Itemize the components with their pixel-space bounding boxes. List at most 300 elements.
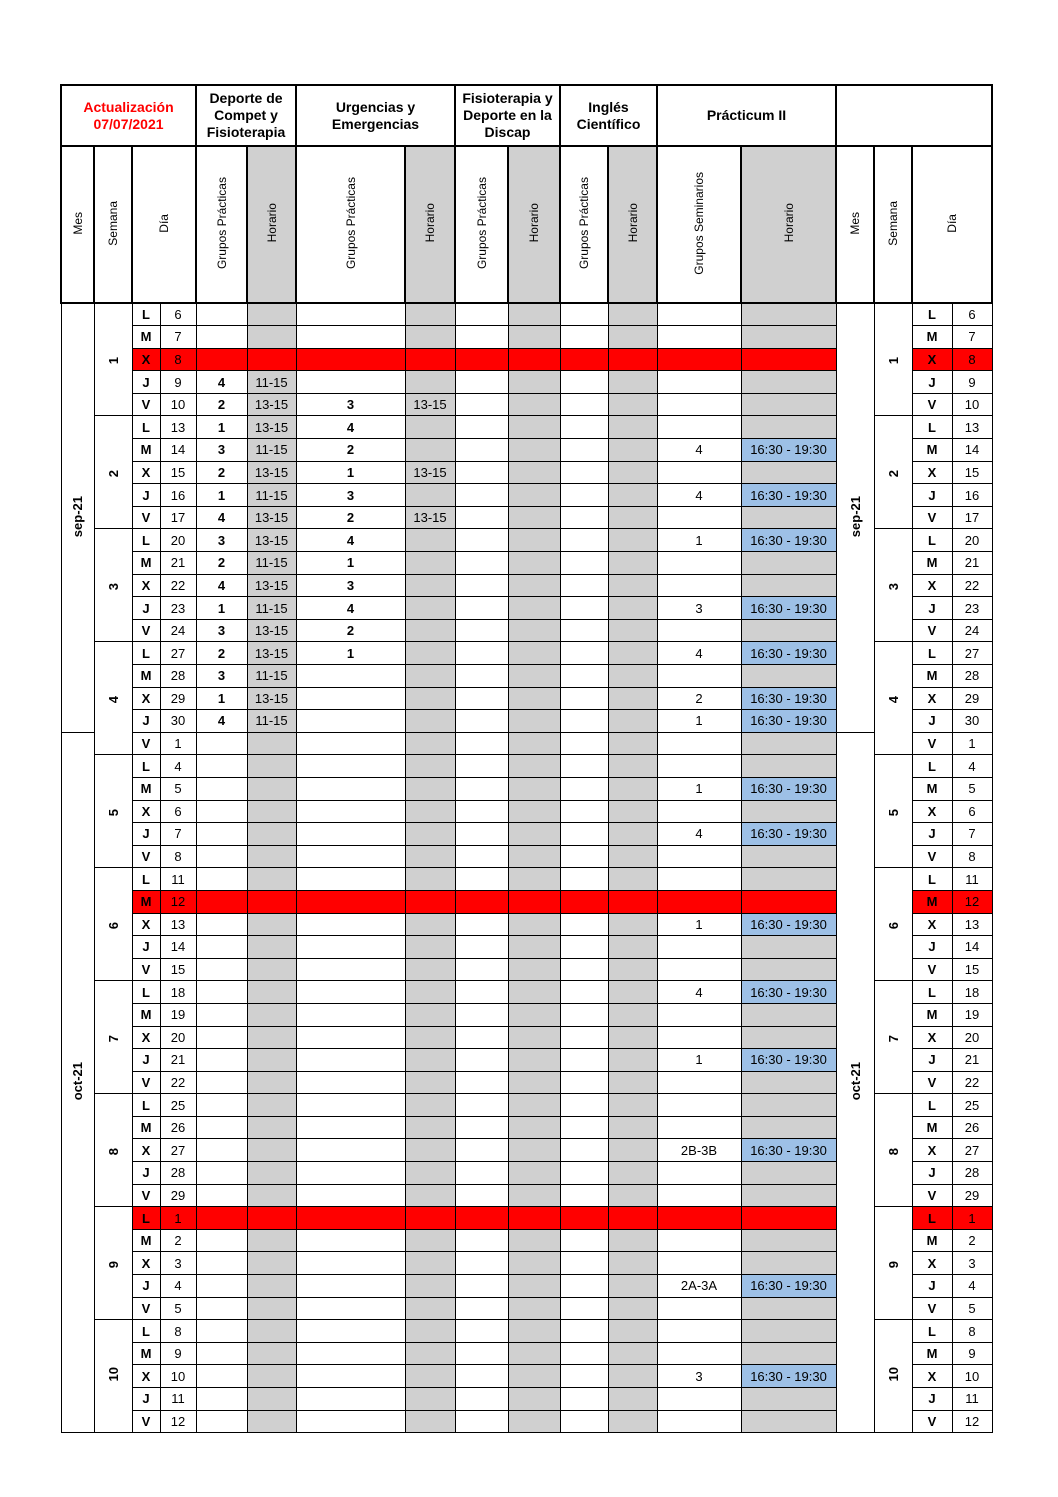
week-cell: 9 bbox=[94, 1207, 132, 1320]
day-number-right: 27 bbox=[952, 642, 992, 665]
urg-group bbox=[296, 845, 405, 868]
disc-time bbox=[508, 1116, 560, 1139]
urg-group bbox=[296, 1162, 405, 1185]
urg-time bbox=[405, 800, 455, 823]
urg-group bbox=[296, 1071, 405, 1094]
disc-time bbox=[508, 326, 560, 349]
urg-group: 4 bbox=[296, 416, 405, 439]
day-letter-right: J bbox=[912, 1388, 952, 1411]
ing-time bbox=[608, 484, 657, 507]
disc-group bbox=[455, 303, 508, 326]
pr-group bbox=[657, 1026, 741, 1049]
disc-time bbox=[508, 1410, 560, 1433]
pr-time bbox=[741, 371, 836, 394]
day-letter-right: J bbox=[912, 936, 952, 959]
day-number-right: 9 bbox=[952, 371, 992, 394]
day-letter: L bbox=[132, 755, 160, 778]
day-letter-right: L bbox=[912, 416, 952, 439]
day-number-right: 14 bbox=[952, 439, 992, 462]
urg-time bbox=[405, 371, 455, 394]
dep-group bbox=[196, 1342, 247, 1365]
day-number-right: 11 bbox=[952, 868, 992, 891]
dep-time bbox=[247, 1162, 296, 1185]
pr-time bbox=[741, 868, 836, 891]
dep-time: 13-15 bbox=[247, 642, 296, 665]
day-number-right: 16 bbox=[952, 484, 992, 507]
day-number: 3 bbox=[160, 1252, 196, 1275]
pr-time bbox=[741, 348, 836, 371]
day-letter: M bbox=[132, 890, 160, 913]
pr-time bbox=[741, 1026, 836, 1049]
ing-group bbox=[560, 845, 608, 868]
urg-time bbox=[405, 1252, 455, 1275]
day-number-right: 13 bbox=[952, 416, 992, 439]
disc-group bbox=[455, 348, 508, 371]
pr-group bbox=[657, 1410, 741, 1433]
dep-group: 4 bbox=[196, 371, 247, 394]
day-number-right: 1 bbox=[952, 1207, 992, 1230]
pr-group bbox=[657, 1071, 741, 1094]
pr-time: 16:30 - 19:30 bbox=[741, 777, 836, 800]
subject-empty bbox=[836, 85, 992, 146]
day-number: 25 bbox=[160, 1094, 196, 1117]
day-number-right: 15 bbox=[952, 958, 992, 981]
ing-group bbox=[560, 574, 608, 597]
day-letter-right: X bbox=[912, 461, 952, 484]
day-letter: V bbox=[132, 1297, 160, 1320]
day-letter: L bbox=[132, 303, 160, 326]
pr-time: 16:30 - 19:30 bbox=[741, 597, 836, 620]
disc-group bbox=[455, 1388, 508, 1411]
disc-group bbox=[455, 1342, 508, 1365]
day-letter-right: V bbox=[912, 845, 952, 868]
day-letter-right: X bbox=[912, 687, 952, 710]
ing-group bbox=[560, 823, 608, 846]
dep-time bbox=[247, 958, 296, 981]
dep-group bbox=[196, 303, 247, 326]
ing-time bbox=[608, 958, 657, 981]
disc-group bbox=[455, 1116, 508, 1139]
day-letter-right: V bbox=[912, 1071, 952, 1094]
dep-group bbox=[196, 1297, 247, 1320]
urg-group bbox=[296, 823, 405, 846]
week-cell-right: 4 bbox=[874, 642, 912, 755]
day-letter-right: M bbox=[912, 890, 952, 913]
disc-group bbox=[455, 868, 508, 891]
day-letter-right: J bbox=[912, 371, 952, 394]
ing-time bbox=[608, 1365, 657, 1388]
disc-time bbox=[508, 574, 560, 597]
disc-group bbox=[455, 710, 508, 733]
day-number-right: 26 bbox=[952, 1116, 992, 1139]
ing-time bbox=[608, 1388, 657, 1411]
urg-time bbox=[405, 777, 455, 800]
ing-group bbox=[560, 371, 608, 394]
dep-group bbox=[196, 913, 247, 936]
day-letter: X bbox=[132, 1252, 160, 1275]
pr-time bbox=[741, 393, 836, 416]
ing-group bbox=[560, 484, 608, 507]
urg-time bbox=[405, 665, 455, 688]
urg-time bbox=[405, 348, 455, 371]
day-number-right: 6 bbox=[952, 800, 992, 823]
day-number: 29 bbox=[160, 1184, 196, 1207]
dep-time bbox=[247, 936, 296, 959]
disc-group bbox=[455, 1207, 508, 1230]
ing-group bbox=[560, 1297, 608, 1320]
dep-time bbox=[247, 981, 296, 1004]
day-letter-right: J bbox=[912, 597, 952, 620]
day-number: 15 bbox=[160, 958, 196, 981]
ing-group bbox=[560, 552, 608, 575]
urg-time bbox=[405, 439, 455, 462]
ing-group bbox=[560, 1162, 608, 1185]
pr-group bbox=[657, 1252, 741, 1275]
ing-time bbox=[608, 710, 657, 733]
pr-group bbox=[657, 868, 741, 891]
dep-group bbox=[196, 1003, 247, 1026]
day-number: 18 bbox=[160, 981, 196, 1004]
pr-group bbox=[657, 416, 741, 439]
disc-time bbox=[508, 1388, 560, 1411]
dep-time: 11-15 bbox=[247, 552, 296, 575]
urg-time bbox=[405, 1207, 455, 1230]
dep-group bbox=[196, 1252, 247, 1275]
day-number: 1 bbox=[160, 732, 196, 755]
day-number: 12 bbox=[160, 1410, 196, 1433]
ing-group bbox=[560, 777, 608, 800]
col-dia-right: Día bbox=[912, 146, 992, 303]
pr-group: 4 bbox=[657, 823, 741, 846]
dep-time: 11-15 bbox=[247, 484, 296, 507]
urg-time bbox=[405, 1388, 455, 1411]
disc-group bbox=[455, 552, 508, 575]
ing-time bbox=[608, 981, 657, 1004]
day-number-right: 8 bbox=[952, 1320, 992, 1343]
day-letter: L bbox=[132, 1207, 160, 1230]
day-letter: V bbox=[132, 1071, 160, 1094]
urg-time: 13-15 bbox=[405, 506, 455, 529]
day-letter-right: V bbox=[912, 1410, 952, 1433]
ing-time bbox=[608, 1207, 657, 1230]
ing-time bbox=[608, 913, 657, 936]
month-cell-right: oct-21 bbox=[836, 732, 874, 1432]
ing-time bbox=[608, 574, 657, 597]
disc-time bbox=[508, 439, 560, 462]
pr-group bbox=[657, 348, 741, 371]
pr-time bbox=[741, 1320, 836, 1343]
ing-time bbox=[608, 890, 657, 913]
day-letter: X bbox=[132, 913, 160, 936]
dep-group: 2 bbox=[196, 461, 247, 484]
ing-time bbox=[608, 823, 657, 846]
dep-time: 11-15 bbox=[247, 665, 296, 688]
dep-group: 4 bbox=[196, 574, 247, 597]
subject-urgencias: Urgencias y Emergencias bbox=[296, 85, 455, 146]
dep-time: 13-15 bbox=[247, 529, 296, 552]
dep-group bbox=[196, 1410, 247, 1433]
disc-time bbox=[508, 710, 560, 733]
disc-group bbox=[455, 1184, 508, 1207]
day-number-right: 22 bbox=[952, 574, 992, 597]
disc-time bbox=[508, 484, 560, 507]
dep-time bbox=[247, 1207, 296, 1230]
day-number: 13 bbox=[160, 416, 196, 439]
day-letter: J bbox=[132, 1049, 160, 1072]
day-letter: J bbox=[132, 710, 160, 733]
pr-group bbox=[657, 1320, 741, 1343]
disc-group bbox=[455, 823, 508, 846]
pr-group bbox=[657, 732, 741, 755]
pr-time bbox=[741, 506, 836, 529]
ing-group bbox=[560, 439, 608, 462]
disc-group bbox=[455, 800, 508, 823]
disc-time bbox=[508, 303, 560, 326]
ing-time bbox=[608, 1252, 657, 1275]
day-number: 20 bbox=[160, 1026, 196, 1049]
day-letter-right: M bbox=[912, 1116, 952, 1139]
urg-time bbox=[405, 1049, 455, 1072]
dep-time: 11-15 bbox=[247, 597, 296, 620]
disc-time bbox=[508, 1207, 560, 1230]
disc-time bbox=[508, 755, 560, 778]
disc-group bbox=[455, 1410, 508, 1433]
dep-time bbox=[247, 777, 296, 800]
pr-time bbox=[741, 1162, 836, 1185]
col-mes: Mes bbox=[61, 146, 94, 303]
dep-time bbox=[247, 1116, 296, 1139]
disc-time bbox=[508, 371, 560, 394]
dep-time bbox=[247, 1026, 296, 1049]
day-letter-right: M bbox=[912, 665, 952, 688]
pr-group: 3 bbox=[657, 1365, 741, 1388]
pr-group bbox=[657, 619, 741, 642]
pr-time: 16:30 - 19:30 bbox=[741, 913, 836, 936]
col-dep-horario: Horario bbox=[247, 146, 296, 303]
day-letter: X bbox=[132, 800, 160, 823]
day-number: 14 bbox=[160, 936, 196, 959]
dep-time bbox=[247, 1410, 296, 1433]
dep-group bbox=[196, 1094, 247, 1117]
pr-group: 1 bbox=[657, 710, 741, 733]
pr-group bbox=[657, 890, 741, 913]
disc-group bbox=[455, 845, 508, 868]
pr-time: 16:30 - 19:30 bbox=[741, 1139, 836, 1162]
day-number: 27 bbox=[160, 642, 196, 665]
disc-time bbox=[508, 552, 560, 575]
disc-time bbox=[508, 1049, 560, 1072]
ing-time bbox=[608, 936, 657, 959]
dep-time bbox=[247, 1139, 296, 1162]
pr-group bbox=[657, 845, 741, 868]
ing-time bbox=[608, 1297, 657, 1320]
urg-time bbox=[405, 326, 455, 349]
urg-group bbox=[296, 1229, 405, 1252]
dep-time bbox=[247, 1071, 296, 1094]
urg-group bbox=[296, 958, 405, 981]
pr-time: 16:30 - 19:30 bbox=[741, 1049, 836, 1072]
disc-group bbox=[455, 461, 508, 484]
day-letter-right: V bbox=[912, 958, 952, 981]
ing-group bbox=[560, 800, 608, 823]
dep-time bbox=[247, 1297, 296, 1320]
urg-time bbox=[405, 1275, 455, 1298]
disc-time bbox=[508, 777, 560, 800]
urg-group bbox=[296, 800, 405, 823]
ing-group bbox=[560, 416, 608, 439]
pr-time: 16:30 - 19:30 bbox=[741, 484, 836, 507]
urg-group bbox=[296, 1139, 405, 1162]
day-letter: M bbox=[132, 1229, 160, 1252]
day-number: 26 bbox=[160, 1116, 196, 1139]
day-number-right: 2 bbox=[952, 1229, 992, 1252]
urg-time bbox=[405, 1320, 455, 1343]
day-letter-right: M bbox=[912, 1003, 952, 1026]
ing-group bbox=[560, 1071, 608, 1094]
pr-time bbox=[741, 1003, 836, 1026]
day-number: 22 bbox=[160, 574, 196, 597]
day-number: 2 bbox=[160, 1229, 196, 1252]
pr-time bbox=[741, 1229, 836, 1252]
disc-group bbox=[455, 574, 508, 597]
day-number-right: 4 bbox=[952, 1275, 992, 1298]
week-cell-right: 5 bbox=[874, 755, 912, 868]
urg-time bbox=[405, 597, 455, 620]
dep-group bbox=[196, 1184, 247, 1207]
ing-group bbox=[560, 1320, 608, 1343]
ing-group bbox=[560, 303, 608, 326]
day-number: 28 bbox=[160, 665, 196, 688]
day-letter-right: M bbox=[912, 1229, 952, 1252]
urg-time bbox=[405, 981, 455, 1004]
day-letter-right: J bbox=[912, 710, 952, 733]
ing-time bbox=[608, 845, 657, 868]
urg-group bbox=[296, 1388, 405, 1411]
disc-time bbox=[508, 597, 560, 620]
pr-group bbox=[657, 461, 741, 484]
urg-time: 13-15 bbox=[405, 393, 455, 416]
ing-time bbox=[608, 1320, 657, 1343]
urg-time bbox=[405, 890, 455, 913]
ing-time bbox=[608, 1184, 657, 1207]
disc-group bbox=[455, 1365, 508, 1388]
day-letter-right: L bbox=[912, 981, 952, 1004]
day-letter-right: L bbox=[912, 1207, 952, 1230]
urg-group: 1 bbox=[296, 461, 405, 484]
ing-group bbox=[560, 710, 608, 733]
day-letter-right: M bbox=[912, 777, 952, 800]
day-letter-right: V bbox=[912, 506, 952, 529]
disc-time bbox=[508, 1026, 560, 1049]
pr-time: 16:30 - 19:30 bbox=[741, 439, 836, 462]
ing-group bbox=[560, 868, 608, 891]
day-letter: L bbox=[132, 1320, 160, 1343]
urg-time bbox=[405, 529, 455, 552]
pr-time bbox=[741, 1388, 836, 1411]
urg-group: 3 bbox=[296, 393, 405, 416]
urg-time bbox=[405, 642, 455, 665]
day-letter: X bbox=[132, 348, 160, 371]
day-number: 27 bbox=[160, 1139, 196, 1162]
ing-time bbox=[608, 552, 657, 575]
disc-time bbox=[508, 958, 560, 981]
urg-time bbox=[405, 303, 455, 326]
pr-time bbox=[741, 665, 836, 688]
day-letter-right: L bbox=[912, 868, 952, 891]
day-number: 8 bbox=[160, 845, 196, 868]
day-number-right: 13 bbox=[952, 913, 992, 936]
day-number: 19 bbox=[160, 1003, 196, 1026]
disc-time bbox=[508, 1071, 560, 1094]
day-number: 16 bbox=[160, 484, 196, 507]
subject-discapacidad: Fisioterapia y Deporte en la Discap bbox=[455, 85, 560, 146]
disc-time bbox=[508, 1365, 560, 1388]
pr-time bbox=[741, 619, 836, 642]
ing-group bbox=[560, 1365, 608, 1388]
subject-header-row bbox=[61, 85, 992, 146]
day-letter: V bbox=[132, 393, 160, 416]
day-letter-right: L bbox=[912, 529, 952, 552]
day-number: 23 bbox=[160, 597, 196, 620]
dep-group bbox=[196, 958, 247, 981]
pr-group: 4 bbox=[657, 439, 741, 462]
day-letter-right: M bbox=[912, 326, 952, 349]
urg-group bbox=[296, 936, 405, 959]
disc-time bbox=[508, 1003, 560, 1026]
day-letter-right: M bbox=[912, 1342, 952, 1365]
ing-time bbox=[608, 326, 657, 349]
dep-group: 2 bbox=[196, 393, 247, 416]
day-letter: J bbox=[132, 1162, 160, 1185]
day-number: 20 bbox=[160, 529, 196, 552]
disc-time bbox=[508, 393, 560, 416]
dep-group bbox=[196, 1365, 247, 1388]
day-letter: X bbox=[132, 687, 160, 710]
col-pr-horario: Horario bbox=[741, 146, 836, 303]
urg-group bbox=[296, 665, 405, 688]
day-letter: M bbox=[132, 1342, 160, 1365]
ing-group bbox=[560, 732, 608, 755]
dep-group bbox=[196, 326, 247, 349]
day-number-right: 18 bbox=[952, 981, 992, 1004]
ing-group bbox=[560, 326, 608, 349]
day-number-right: 30 bbox=[952, 710, 992, 733]
dep-time bbox=[247, 1003, 296, 1026]
day-number-right: 12 bbox=[952, 890, 992, 913]
day-number: 22 bbox=[160, 1071, 196, 1094]
disc-group bbox=[455, 371, 508, 394]
day-letter-right: L bbox=[912, 642, 952, 665]
pr-group bbox=[657, 1184, 741, 1207]
day-letter: V bbox=[132, 1410, 160, 1433]
dep-time bbox=[247, 823, 296, 846]
urg-time bbox=[405, 755, 455, 778]
dep-time bbox=[247, 1094, 296, 1117]
day-letter: X bbox=[132, 1139, 160, 1162]
dep-group: 1 bbox=[196, 484, 247, 507]
day-number-right: 12 bbox=[952, 1410, 992, 1433]
disc-time bbox=[508, 1094, 560, 1117]
ing-group bbox=[560, 1207, 608, 1230]
pr-time: 16:30 - 19:30 bbox=[741, 529, 836, 552]
day-number: 15 bbox=[160, 461, 196, 484]
disc-group bbox=[455, 1071, 508, 1094]
urg-group bbox=[296, 687, 405, 710]
ing-group bbox=[560, 665, 608, 688]
day-letter: J bbox=[132, 936, 160, 959]
dep-group bbox=[196, 936, 247, 959]
urg-group bbox=[296, 1207, 405, 1230]
